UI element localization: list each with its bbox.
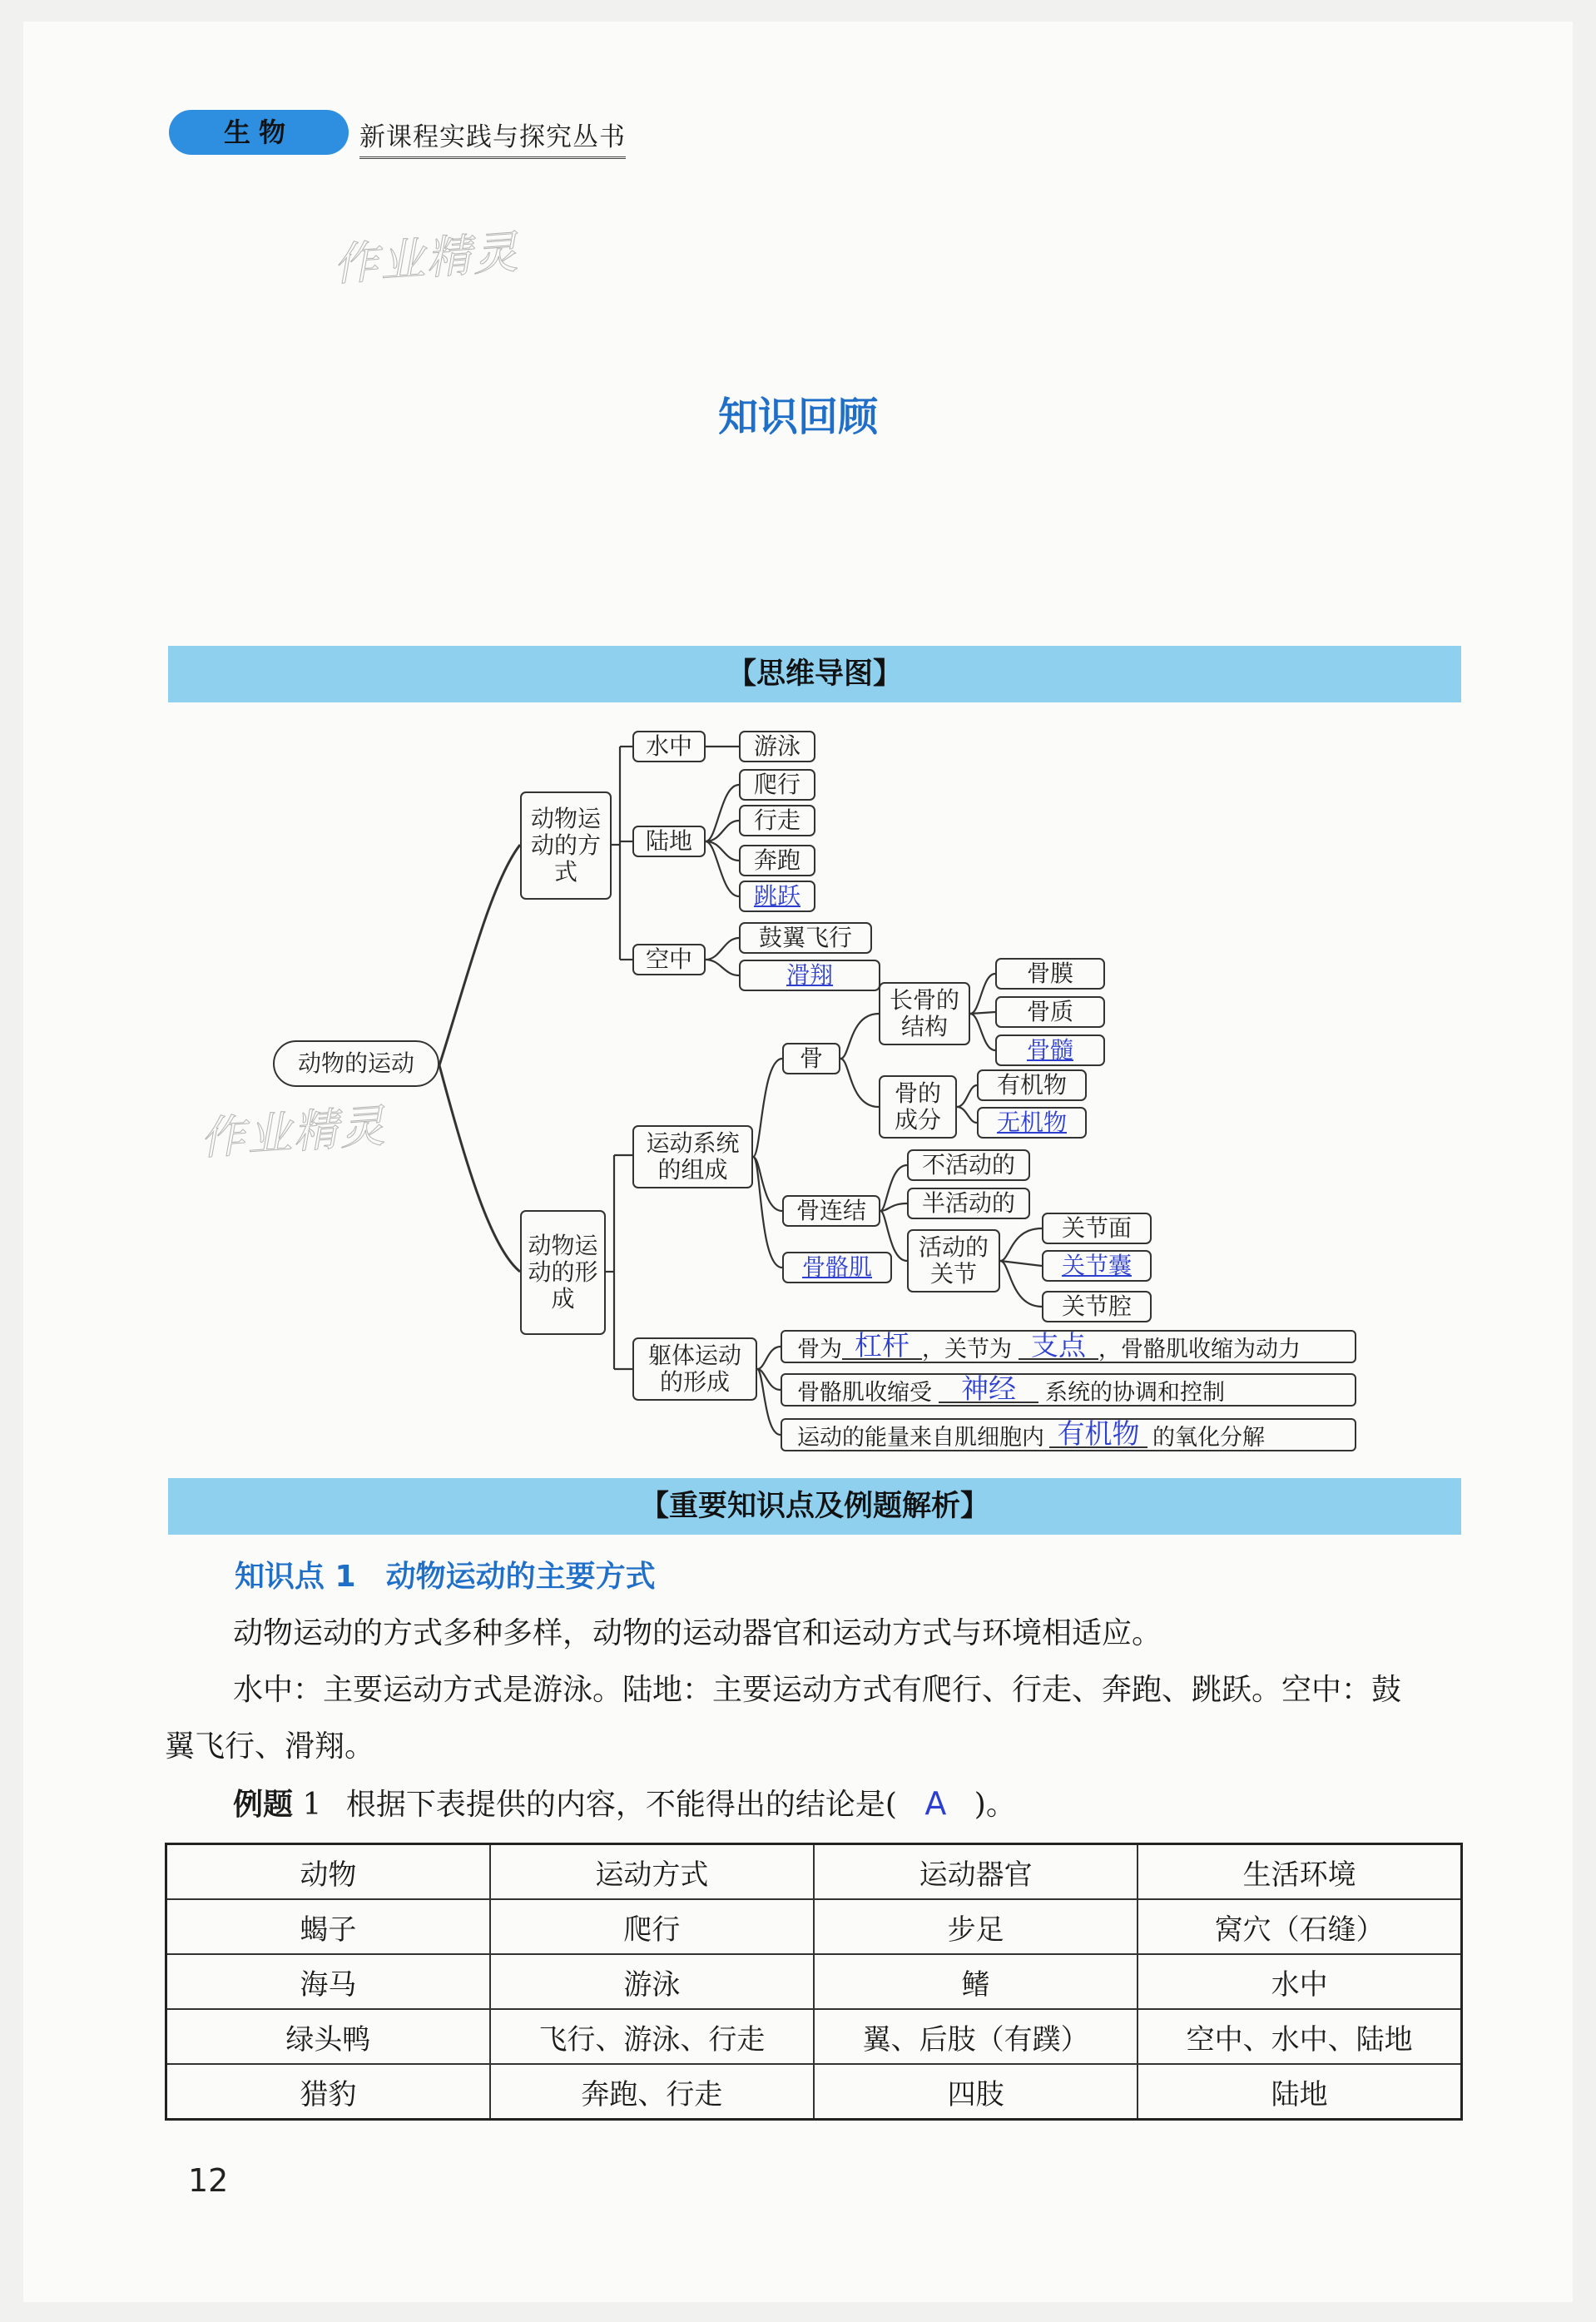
table-cell: 四肢 (814, 2064, 1138, 2120)
fulcrum-answer: 支点 (1019, 1333, 1098, 1360)
node-motor-system: 运动系统的组成 (632, 1125, 753, 1188)
table-cell: 猎豹 (166, 2064, 490, 2120)
example-answer: A (924, 1785, 947, 1822)
table-cell: 飞行、游泳、行走 (490, 2009, 814, 2064)
node-joint-cavity: 关节腔 (1042, 1291, 1152, 1322)
example-question (233, 1774, 1016, 1834)
node-water: 水中 (632, 731, 706, 762)
sentence-lever (781, 1330, 1356, 1363)
table-cell: 空中、水中、陆地 (1138, 2009, 1461, 2064)
table-cell: 爬行 (490, 1899, 814, 1954)
node-marrow-handwritten (995, 1034, 1105, 1066)
watermark-top: 作业精灵 (331, 226, 522, 291)
node-bone: 骨 (782, 1043, 840, 1074)
node-motion-methods: 动物运动的方式 (520, 791, 612, 900)
node-periosteum: 骨膜 (995, 958, 1105, 990)
node-skeletal-muscle-handwritten (782, 1252, 892, 1283)
node-inorganic-handwritten (977, 1107, 1087, 1139)
inorganic-answer: 无机物 (996, 1108, 1067, 1136)
table-cell: 奔跑、行走 (490, 2064, 814, 2120)
table-cell: 海马 (166, 1954, 490, 2009)
lever-answer: 杠杆 (842, 1333, 922, 1360)
paragraph-2-line1: 水中：主要运动方式是游泳。陆地：主要运动方式有爬行、行走、奔跑、跳跃。空中：鼓 (233, 1673, 1402, 1707)
node-immovable: 不活动的 (907, 1149, 1030, 1181)
node-bone-composition: 骨的成分 (879, 1075, 957, 1139)
page-number: 12 (188, 2162, 229, 2199)
node-swim: 游泳 (739, 731, 815, 762)
node-motion-formation: 动物运动的形成 (520, 1210, 606, 1335)
knowledge-point-title: 知识点 1 动物运动的主要方式 (235, 1560, 656, 1594)
table-cell: 陆地 (1138, 2064, 1461, 2120)
marrow-answer: 骨髓 (1026, 1035, 1073, 1064)
s3-text-a: 运动的能量来自肌细胞内 (797, 1424, 1044, 1451)
animal-movement-table (165, 1843, 1463, 2121)
node-run: 奔跑 (739, 845, 815, 876)
mind-map-band: 【思维导图】 (168, 646, 1461, 702)
node-joint-surface: 关节面 (1042, 1213, 1152, 1244)
header-habitat: 生活环境 (1138, 1844, 1461, 1900)
header-movement: 运动方式 (490, 1844, 814, 1900)
s1-text-c: ，骨骼肌收缩为动力 (1098, 1336, 1301, 1362)
jump-answer: 跳跃 (753, 881, 800, 910)
paragraph-1: 动物运动的方式多种多样，动物的运动器官和运动方式与环境相适应。 (233, 1616, 1162, 1650)
header-organ: 运动器官 (814, 1844, 1138, 1900)
s2-text-b: 系统的协调和控制 (1045, 1379, 1225, 1406)
glide-answer: 滑翔 (786, 960, 833, 989)
skeletal-muscle-answer: 骨骼肌 (801, 1253, 872, 1281)
node-crawl: 爬行 (739, 769, 815, 801)
root-node: 动物的运动 (273, 1040, 439, 1087)
s1-text-b: ，关节为 (922, 1336, 1012, 1362)
s2-text-a: 骨骼肌收缩受 (797, 1379, 932, 1406)
example-text: 根据下表提供的内容，不能得出的结论是( (345, 1788, 897, 1822)
organic-answer: 有机物 (1049, 1421, 1147, 1448)
table-cell: 水中 (1138, 1954, 1461, 2009)
node-walk: 行走 (739, 805, 815, 836)
table-cell: 鳍 (814, 1954, 1138, 2009)
example-end: )。 (974, 1788, 1016, 1822)
joint-capsule-answer: 关节囊 (1061, 1251, 1132, 1279)
table-header-row (166, 1844, 1462, 1900)
node-air: 空中 (632, 944, 706, 975)
table-row (166, 2064, 1462, 2120)
section-title: 知识回顾 (717, 394, 878, 440)
key-points-band: 【重要知识点及例题解析】 (168, 1478, 1461, 1535)
node-land: 陆地 (632, 826, 706, 857)
table-cell: 绿头鸭 (166, 2009, 490, 2064)
node-semi-movable: 半活动的 (907, 1188, 1030, 1219)
node-body-movement: 躯体运动的形成 (632, 1337, 757, 1401)
series-title: 新课程实践与探究丛书 (359, 116, 626, 159)
paragraph-2-line2: 翼飞行、滑翔。 (165, 1729, 375, 1764)
table-cell: 窝穴（石缝） (1138, 1899, 1461, 1954)
table-cell: 游泳 (490, 1954, 814, 2009)
example-number: 1 (302, 1788, 322, 1822)
nerve-answer: 神经 (939, 1377, 1038, 1403)
node-bone-tissue: 骨质 (995, 996, 1105, 1028)
sentence-nerve (781, 1373, 1356, 1407)
example-label: 例题 (233, 1788, 294, 1822)
table-row (166, 2009, 1462, 2064)
sentence-energy (781, 1418, 1356, 1451)
node-glide-handwritten (739, 960, 880, 991)
table-row (166, 1954, 1462, 2009)
node-jump-handwritten (739, 881, 815, 912)
watermark-mid: 作业精灵 (198, 1099, 389, 1165)
table-cell: 步足 (814, 1899, 1138, 1954)
node-joint-capsule-handwritten (1042, 1250, 1152, 1282)
subject-badge: 生物 (169, 110, 349, 155)
table-cell: 翼、后肢（有蹼） (814, 2009, 1138, 2064)
header-animal: 动物 (166, 1844, 490, 1900)
node-long-bone-structure: 长骨的结构 (879, 982, 970, 1045)
node-bone-joint: 骨连结 (782, 1195, 880, 1227)
table-cell: 蝎子 (166, 1899, 490, 1954)
node-movable-joint: 活动的关节 (907, 1229, 1000, 1292)
node-flap-fly: 鼓翼飞行 (739, 922, 872, 954)
table-row (166, 1899, 1462, 1954)
s1-text-a: 骨为 (797, 1336, 842, 1362)
node-organic: 有机物 (977, 1069, 1087, 1101)
s3-text-b: 的氧化分解 (1152, 1424, 1265, 1451)
